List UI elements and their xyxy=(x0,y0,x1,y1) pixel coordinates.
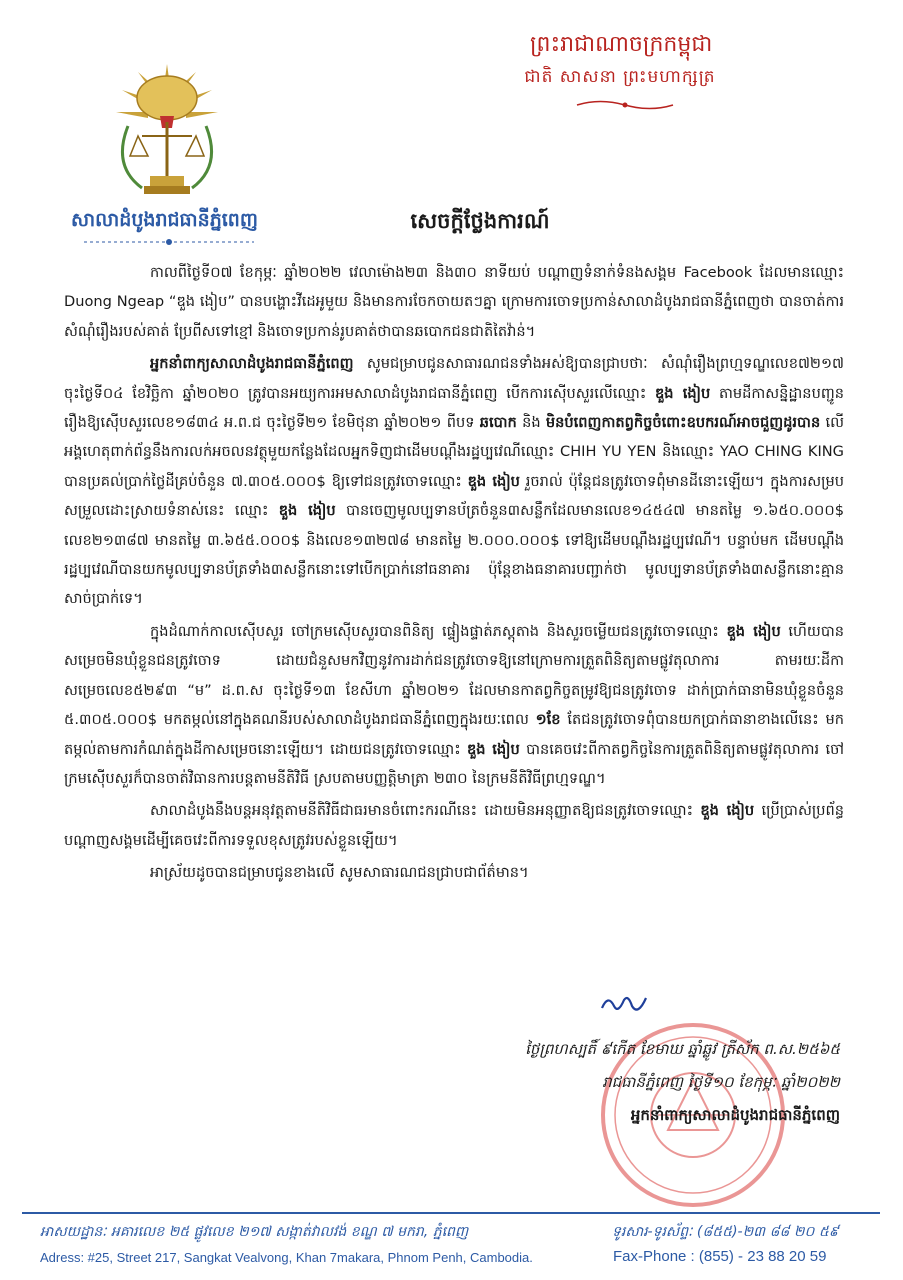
paragraph-2-text-c: និង xyxy=(516,414,546,432)
paragraph-2-text-d: លើអង្គហេតុពាក់ព័ន្ធនឹងការលក់អចលនវត្ថុមួយកន្លែងដែលអ្នកទិញជាដើមបណ្តឹងរដ្ឋប្បវេណីឈ្មោះ CHIH YU YEN និងឈ្មោះ YAO CHING KING បានប្រគល់ប្រាក់ថ្លៃដីគ្រប់ចំនួន ៧.៣០៥.០០០$ ឱ្យទៅជនត្រូវចោទឈ្មោះ xyxy=(64,414,844,490)
national-motto: ជាតិ សាសនា ព្រះមហាក្សត្រ xyxy=(524,67,716,87)
paragraph-2 xyxy=(64,349,844,614)
kingdom-heading: ព្រះរាជាណាចក្រកម្ពុជា xyxy=(530,32,713,57)
charge-fraud: ឆបោក xyxy=(479,414,517,432)
signer-title: អ្នកនាំពាក្យសាលាដំបូងរាជធានីភ្នំពេញ xyxy=(630,1106,840,1124)
header-ornament-icon xyxy=(575,98,675,112)
accused-name: ឌួង ងៀប xyxy=(467,472,520,490)
paragraph-2-text-f: បានចេញមូលប្បទានប័ត្រចំនួន៣សន្លឹកដែលមានលេខ១៤៥៤៧ មានតម្លៃ ១.៦៥០.០០០$ លេខ២១៣៨៧ មានតម្លៃ ៣.៦៥៥.០០០$ និងលេខ១៣២៧៨ មានតម្លៃ ២.០០០.០០០$ ទៅឱ្យដើមបណ្តឹងរដ្ឋប្បវេណី។ បន្ទាប់មក ដើមបណ្តឹងរដ្ឋប្បវេណីបានយកមូលប្បទានប័ត្រទាំង៣សន្លឹកនោះទៅបើកប្រាក់នៅធនាគារ ប៉ុន្តែខាងធនាគារបញ្ជាក់ថា មូលប្បទានប័ត្រទាំង៣សន្លឹកនោះគ្មានសាច់ប្រាក់ទេ។ xyxy=(64,502,844,608)
accused-name: ឌួង ងៀប xyxy=(655,384,711,402)
paragraph-4 xyxy=(64,796,844,855)
charge-instrument: មិនបំពេញកាតព្វកិច្ចចំពោះឧបករណ៍អាចជួញដូរបាន xyxy=(545,414,821,432)
court-emblem-icon xyxy=(108,56,226,206)
paragraph-2-text-a: សូមជម្រាបជូនសាធារណជនទាំងអស់ឱ្យបានជ្រាបថាៈ សំណុំរឿងព្រហ្មទណ្ឌលេខ៧២១៧ ចុះថ្ងៃទី០៤ ខែវិច្ឆិកា ឆ្នាំ២០២០ ត្រូវបានអយ្យការអមសាលាដំបូងរាជធានីភ្នំពេញ បើកការស៊ើបសួរលើឈ្មោះ xyxy=(64,355,844,402)
paragraph-2-text-e: រួចរាល់ ប៉ុន្តែជនត្រូវចោទពុំមានដីនោះឡើយ។ ក្នុងការសម្របសម្រួលដោះស្រាយទំនាស់នេះ ឈ្មោះ xyxy=(64,472,844,520)
paragraph-3 xyxy=(64,617,844,793)
accused-name: ឌួង ងៀប xyxy=(466,740,520,758)
accused-name: ឌួង ងៀប xyxy=(278,502,336,520)
paragraph-3-text-d: បានគេចវេះពីកាតព្វកិច្ចនៃការត្រួតពិនិត្យតាមផ្លូវតុលាការ ចៅក្រមស៊ើបសួរក៏បានចាត់វិធានការបន្តតាមនីតិវិធី ស្របតាមបញ្ញត្តិមាត្រា ២៣០ នៃក្រមនីតិវិធីព្រហ្មទណ្ឌ។ xyxy=(64,740,844,787)
paragraph-2-text-b: តាមដីកាសន្និដ្ឋានបញ្ជូនរឿងឱ្យស៊ើបសួរលេខ១៨៣៤ អ.ព.ជ ចុះថ្ងៃទី២១ ខែមិថុនា ឆ្នាំ២០២១ ពីបទ xyxy=(64,384,844,432)
spokesperson-lead: អ្នកនាំពាក្យសាលាដំបូងរាជធានីភ្នំពេញ xyxy=(150,355,354,373)
footer-phone-km: ទូរសារ-ទូរស័ព្ទៈ (៨៥៥)-២៣ ៨៨ ២០ ៥៩ xyxy=(612,1224,839,1240)
footer-address-km: អាសយដ្ឋានៈ អគារលេខ ២៥ ផ្លូវលេខ ២១៧ សង្កាត់វាលវង់ ខណ្ឌ ៧ មករា, ភ្នំពេញ xyxy=(40,1224,469,1240)
deposit-period: ១ខែ xyxy=(535,711,561,729)
accused-name: ឌួង ងៀប xyxy=(726,622,781,640)
date-solar: រាជធានីភ្នំពេញ ថ្ងៃទី១០ ខែកុម្ភៈ ឆ្នាំ២០២២ xyxy=(602,1073,840,1091)
statement-body xyxy=(64,258,844,891)
document-title: សេចក្តីថ្លែងការណ៍ xyxy=(410,209,550,233)
court-name: សាលាដំបូងរាជធានីភ្នំពេញ xyxy=(71,209,258,231)
footer-phone-en: Fax-Phone : (855) - 23 88 20 59 xyxy=(613,1248,827,1265)
accused-name: ឌួង ងៀប xyxy=(700,802,755,820)
paragraph-4-text-b: ប្រើប្រាស់ប្រព័ន្ធបណ្តាញសង្គមដើម្បីគេចវេះពីការទទួលខុសត្រូវរបស់ខ្លួនឡើយ។ xyxy=(64,802,844,849)
initial-signature-icon xyxy=(598,990,650,1018)
footer-divider xyxy=(22,1212,880,1214)
paragraph-5: អាស្រ័យដូចបានជម្រាបជូនខាងលើ សូមសាធារណជនជ្រាបជាព័ត៌មាន។ xyxy=(150,864,529,882)
divider-ornament-icon xyxy=(84,238,254,246)
date-lunar: ថ្ងៃព្រហស្បតិ៍ ៩កើត ខែមាឃ ឆ្នាំឆ្លូវ ត្រីស័ក ព.ស.២៥៦៥ xyxy=(525,1040,840,1058)
paragraph-3-text-a: ក្នុងដំណាក់កាលស៊ើបសួរ ចៅក្រមស៊ើបសួរបានពិនិត្យ ផ្ទៀងផ្ទាត់ភស្តុតាង និងសួរចម្លើយជនត្រូវចោទឈ្មោះ xyxy=(150,622,727,640)
paragraph-4-text-a: សាលាដំបូងនឹងបន្តអនុវត្តតាមនីតិវិធីជាធរមានចំពោះករណីនេះ ដោយមិនអនុញ្ញាតឱ្យជនត្រូវចោទឈ្មោះ xyxy=(150,802,701,820)
paragraph-1: កាលពីថ្ងៃទី០៧ ខែកុម្ភៈ ឆ្នាំ២០២២ វេលាម៉ោង២៣ និង៣០ នាទីយប់ បណ្តាញទំនាក់ទំនងសង្គម Facebook ដែលមានឈ្មោះ Duong Ngeap “ឌួង ងៀប” បានបង្ហោះវីដេអូមួយ និងមានការចែកចាយតៗគ្នា ក្រោមការចោទប្រកាន់សាលាដំបូងរាជធានីភ្នំពេញថា បានចាត់ការសំណុំរឿងរបស់គាត់ ប្រែពីសទៅខ្មៅ និងចោទប្រកាន់រូបគាត់ថាបានឆបោកជនជាតិតៃវ៉ាន់។ xyxy=(64,264,844,340)
footer-address-en: Adress: #25, Street 217, Sangkat Vealvong, Khan 7makara, Phnom Penh, Cambodia. xyxy=(40,1250,533,1265)
paragraph-3-text-c: តែជនត្រូវចោទពុំបានយកប្រាក់ធានាខាងលើនេះ មកតម្កល់តាមការកំណត់ក្នុងដីកាសម្រេចនោះឡើយ។ ដោយជនត្រូវចោទឈ្មោះ xyxy=(64,711,845,758)
paragraph-3-text-b: ហើយបានសម្រេចមិនឃុំខ្លួនជនត្រូវចោទ ដោយជំនួសមកវិញនូវការដាក់ជនត្រូវចោទឱ្យនៅក្រោមការត្រួតពិនិត្យតាមផ្លូវតុលាការ តាមរយៈដីកាសម្រេចលេខ៥២៩៣ “ម” ដ.ព.ស ចុះថ្ងៃទី១៣ ខែសីហា ឆ្នាំ២០២១ ដែលមានកាតព្វកិច្ចតម្រូវឱ្យជនត្រូវចោទ ដាក់ប្រាក់ធានាមិនឃុំខ្លួនចំនួន ៥.៣០៥.០០០$ មកតម្កល់នៅក្នុងគណនីរបស់សាលាដំបូងរាជធានីភ្នំពេញក្នុងរយៈពេល xyxy=(64,622,844,729)
